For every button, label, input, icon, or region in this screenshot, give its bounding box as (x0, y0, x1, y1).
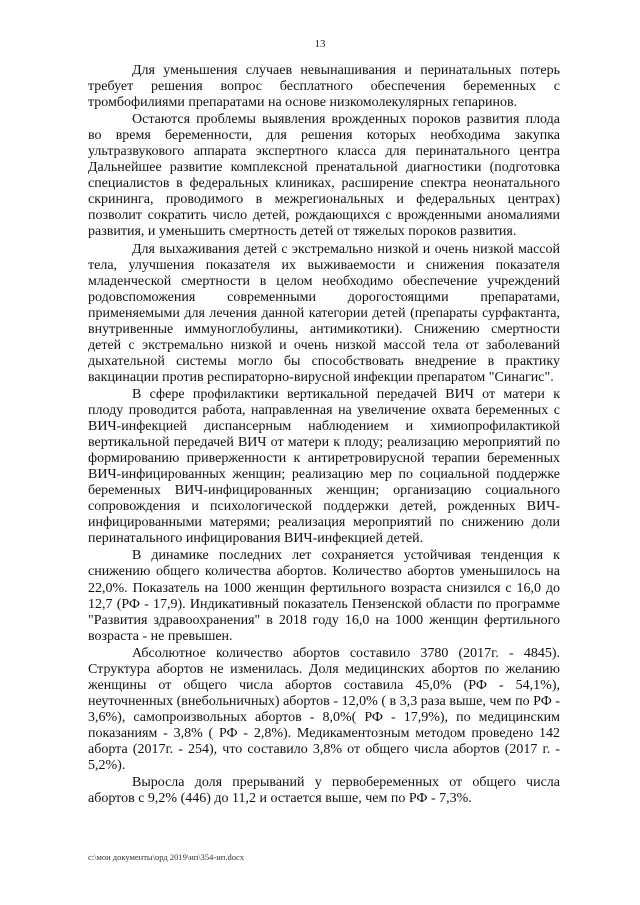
page-number: 13 (314, 38, 326, 50)
paragraph: В сфере профилактики вертикальной передачей ВИЧ от матери к плоду проводится работа, направленная на увеличение охвата беременных с ВИЧ-инфекцией диспансерным наблюдением и химиопрофилактикой вертикальной передачей ВИЧ от матери к плоду; реализацию мероприятий по формированию приверженности к антиретровирусной терапии беременных ВИЧ-инфицированных женщин; реализацию мер по социальной поддержке беременных ВИЧ-инфицированных женщин; организацию социального сопровождения и психологической поддержки детей, рожденных ВИЧ-инфицированными матерями; реализация мероприятий по снижению доли перинатального инфицирования ВИЧ-инфекцией детей. (88, 386, 560, 547)
file-path-footer: c:\мои документы\орд 2019\ип\354-ип.docx (88, 852, 244, 862)
paragraph: Для выхаживания детей с экстремально низкой и очень низкой массой тела, улучшения показателя их выживаемости и снижения показателя младенческой смертности в целом необходимо обеспечение учреждений родовспоможения современными дорогостоящими препаратами, применяемыми для лечения данной категории детей (препараты сурфактанта, внутривенные иммуноглобулины, антимикотики). Снижению смертности детей с экстремально низкой и очень низкой массой тела от заболеваний дыхательной системы могло бы способствовать внедрение в практику вакцинации против респираторно-вирусной инфекции препаратом "Синагис". (88, 241, 560, 385)
paragraph: Выросла доля прерываний у первобеременных от общего числа абортов с 9,2% (446) до 11,2 и остается выше, чем по РФ - 7,3%. (88, 775, 560, 807)
paragraph: Для уменьшения случаев невынашивания и перинатальных потерь требует решения вопрос бесплатного обеспечения беременных с тромбофилиями препаратами на основе низкомолекулярных гепаринов. (88, 63, 560, 111)
paragraph: Остаются проблемы выявления врожденных пороков развития плода во время беременности, для решения которых необходима закупка ультразвукового аппарата экспертного класса для перинатального центра Дальнейшее развитие комплексной пренатальной диагностики (подготовка специалистов в федеральных клиниках, расширение спектра неонатального скрининга, проводимого в межрегиональных и федеральных центрах) позволит сократить число детей, рождающихся с врожденными аномалиями развития, и уменьшить смертность детей от тяжелых пороков развития. (88, 112, 560, 240)
paragraph: Абсолютное количество абортов составило 3780 (2017г. - 4845). Структура абортов не изменилась. Доля медицинских абортов по желанию женщины от общего числа абортов составила 45,0% (РФ - 54,1%), неуточненных (внебольничных) абортов - 12,0% ( в 3,3 раза выше, чем по РФ - 3,6%), самопроизвольных абортов - 8,0%( РФ - 17,9%), по медицинским показаниям - 3,8% ( РФ - 2,8%). Медикаментозным методом проведено 142 аборта (2017г. - 254), что составило 3,8% от общего числа абортов (2017 г. - 5,2%). (88, 645, 560, 774)
paragraph: В динамике последних лет сохраняется устойчивая тенденция к снижению общего количества абортов. Количество абортов уменьшилось на 22,0%. Показатель на 1000 женщин фертильного возраста снизился с 16,0 до 12,7 (РФ - 17,9). Индикативный показатель Пензенской области по программе "Развития здравоохранения" в 2018 году 16,0 на 1000 женщин фертильного возраста - не превышен. (88, 548, 560, 644)
document-body (88, 63, 560, 808)
